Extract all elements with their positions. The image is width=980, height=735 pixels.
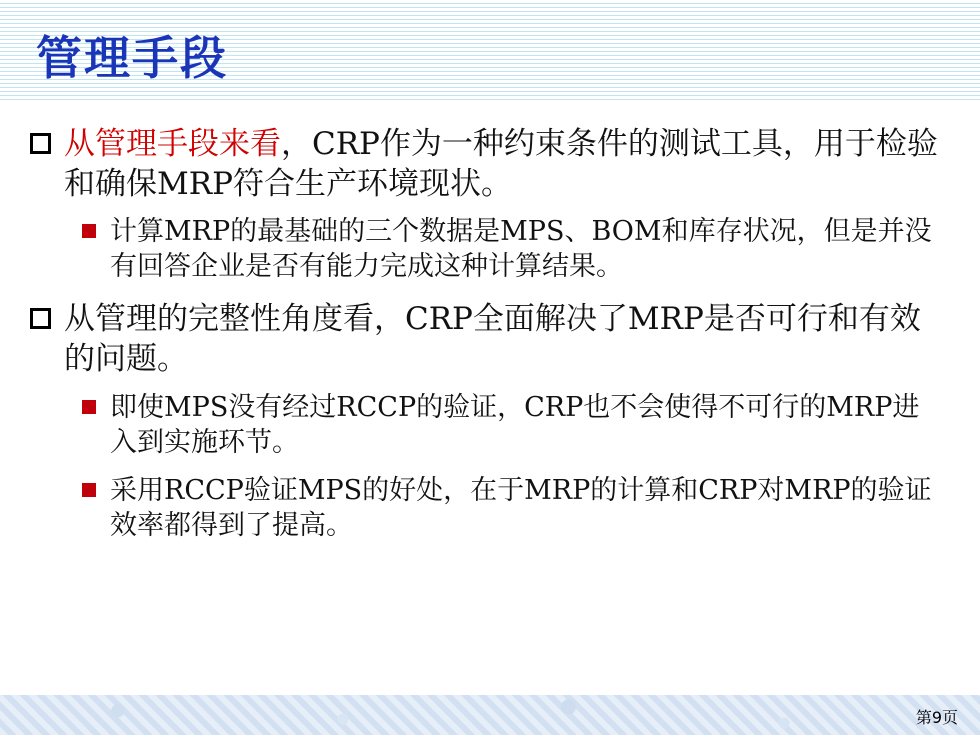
page-number: 第9页 [915,708,958,727]
square-bullet-icon [82,224,96,238]
bullet-1 [30,124,940,204]
square-bullet-icon [82,400,96,414]
checkbox-bullet-icon [30,133,51,154]
square-bullet-icon [82,483,96,497]
bullet-2 [30,299,940,379]
footer-band [0,695,980,735]
bullet-1-highlight: 从管理手段来看 [64,126,281,162]
bullet-2-sub-2-text: 采用RCCP验证MPS的好处，在于MRP的计算和CRP对MRP的验证效率都得到了提高。 [110,475,932,541]
bullet-1-sub-1 [82,214,942,284]
checkbox-bullet-icon [30,308,51,329]
page-title: 管理手段 [36,31,228,85]
bullet-1-text: ，CRP作为一种约束条件的测试工具，用于检验和确保MRP符合生产环境现状。 [64,126,938,202]
bullet-2-sub-1 [82,390,942,460]
bullet-1-sub-1-text: 计算MRP的最基础的三个数据是MPS、BOM和库存状况，但是并没有回答企业是否有能力完成这种计算结果。 [110,216,932,282]
bullet-2-text: 从管理的完整性角度看，CRP全面解决了MRP是否可行和有效的问题。 [64,301,921,377]
bullet-2-sub-1-text: 即使MPS没有经过RCCP的验证，CRP也不会使得不可行的MRP进入到实施环节。 [110,392,920,458]
bullet-2-sub-2 [82,473,942,543]
